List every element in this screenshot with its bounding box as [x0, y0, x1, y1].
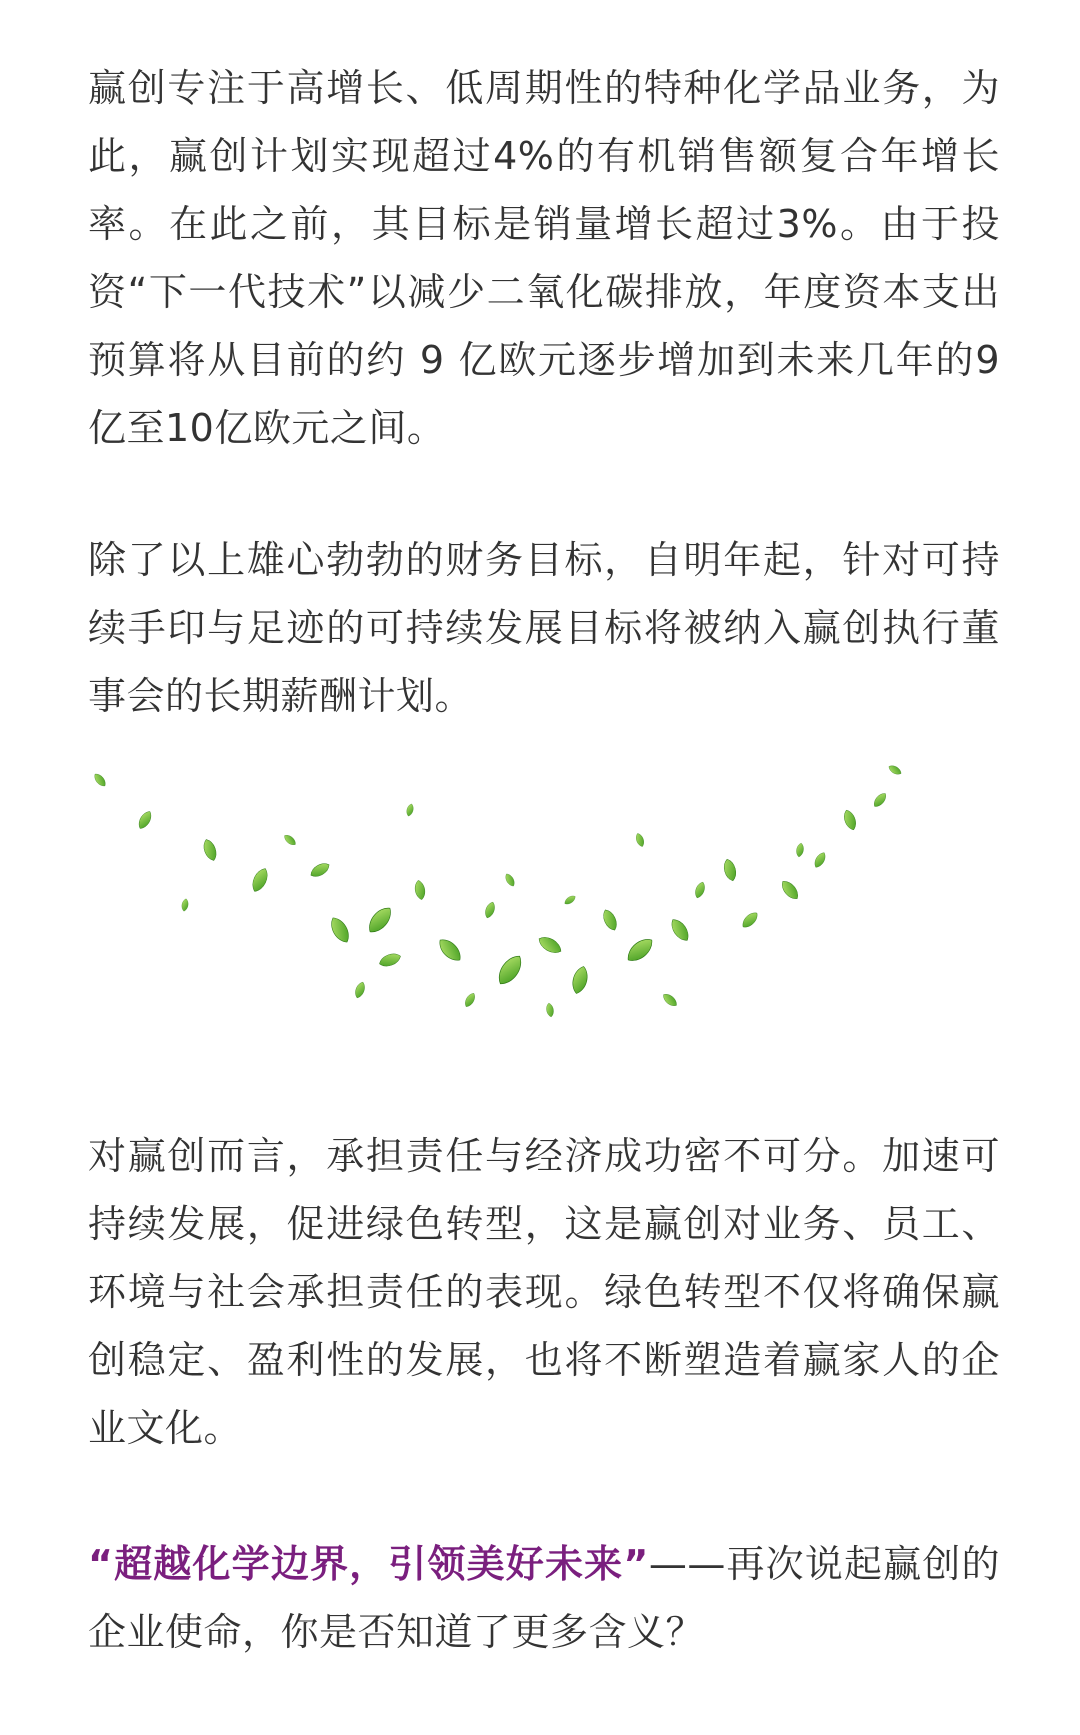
- leaf-icon: [812, 851, 827, 870]
- leaf-icon: [353, 981, 366, 1000]
- leaf-icon: [494, 952, 527, 989]
- leaf-icon: [536, 933, 564, 956]
- leaf-icon: [623, 934, 656, 965]
- leaf-icon: [327, 915, 353, 946]
- leaf-icon: [795, 843, 804, 858]
- leaf-icon: [661, 991, 679, 1008]
- leaf-icon: [201, 838, 219, 863]
- leaf-icon: [887, 764, 902, 777]
- leaf-icon: [722, 858, 738, 882]
- leaf-icon: [308, 860, 331, 879]
- leaf-icon: [378, 951, 403, 969]
- leaf-icon: [181, 898, 189, 911]
- paragraph-capex-plan: 赢创专注于高增长、低周期性的特种化学品业务，为此，赢创计划实现超过4%的有机销售额复合年增长率。在此之前，其目标是销量增长超过3%。由于投资“下一代技术”以减少二氧化碳排放，年度资本支出预算将从目前的约 9 亿欧元逐步增加到未来几年的9亿至10亿欧元之间。: [88, 66, 1000, 450]
- leaf-icon: [871, 791, 888, 809]
- leaf-icon: [668, 916, 692, 944]
- leaf-icon: [405, 803, 414, 817]
- leaf-icon: [483, 901, 496, 920]
- leaf-icon: [136, 809, 154, 831]
- leaf-icon: [282, 833, 297, 847]
- leaf-icon: [249, 866, 271, 894]
- mission-question: ——再次说起赢创的企业使命，你是否知道了更多含义？: [88, 1542, 1000, 1654]
- leaf-icon: [435, 935, 464, 964]
- leaf-icon: [545, 1003, 554, 1018]
- green-leaves-icon: [90, 760, 990, 1040]
- paragraph-responsibility: 对赢创而言，承担责任与经济成功密不可分。加速可持续发展，促进绿色转型，这是赢创对业务、员工、环境与社会承担责任的表现。绿色转型不仅将确保赢创稳定、盈利性的发展，也将不断塑造着赢家人的企业文化。: [88, 1134, 1000, 1450]
- leaf-icon: [600, 908, 619, 933]
- leaf-icon: [463, 991, 477, 1008]
- leaf-icon: [563, 894, 577, 906]
- leaf-icon: [570, 965, 590, 996]
- leaf-icon: [414, 880, 427, 901]
- mission-quote: “超越化学边界，引领美好未来”: [88, 1542, 649, 1586]
- leaf-icon: [504, 872, 517, 887]
- leaf-icon: [693, 881, 706, 900]
- leaf-icon: [842, 808, 859, 831]
- paragraph-compensation-goals: 除了以上雄心勃勃的财务目标，自明年起，针对可持续手印与足迹的可持续发展目标将被纳入赢创执行董事会的长期薪酬计划。: [88, 538, 1000, 718]
- leaf-icon: [740, 910, 761, 931]
- paragraph-mission: [88, 1530, 1000, 1666]
- leaf-icon: [364, 903, 395, 936]
- leaf-icon: [92, 772, 108, 789]
- leaf-icon: [779, 878, 802, 902]
- leaf-icon: [634, 832, 645, 847]
